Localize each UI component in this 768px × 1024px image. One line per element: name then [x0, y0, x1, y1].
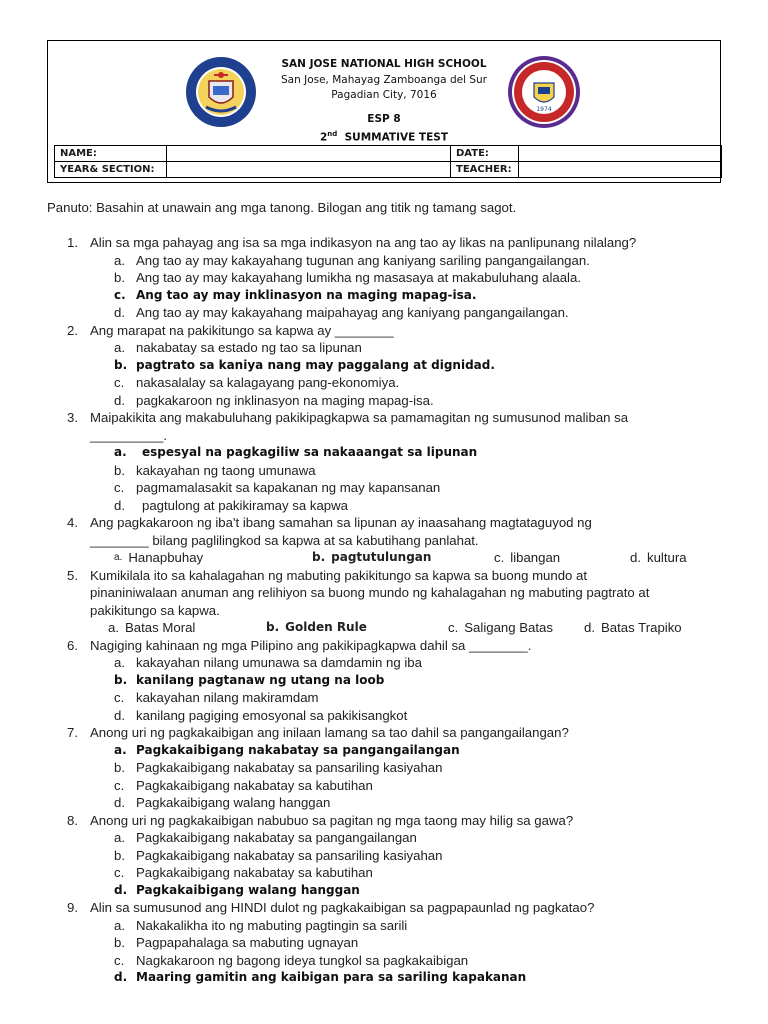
question-text-cont-2: pakikitungo sa kapwa.	[90, 602, 220, 618]
option-d[interactable]: d. Ang tao ay may kakayahang maipahayag ang kaniyang pangangailangan.	[114, 305, 569, 320]
question-text: Ang pagkakaroon ng iba't ibang samahan sa lipunan ay inaasahang magtataguyod ng	[90, 515, 592, 530]
option-a-correct[interactable]: a. Pagkakaibigang nakabatay sa pangangailangan	[114, 742, 460, 757]
option-a[interactable]: a. nakabatay sa estado ng tao sa lipunan	[114, 340, 362, 355]
option-a[interactable]: a. Pagkakaibigang nakabatay sa pangangailangan	[114, 830, 417, 845]
question-text: Kumikilala ito sa kahalagahan ng mabuting pakikitungo sa kapwa sa buong mundo at	[90, 567, 588, 583]
question-3	[67, 409, 757, 514]
subject: ESP 8	[367, 112, 401, 125]
question-6	[67, 637, 757, 725]
question-8	[67, 812, 757, 900]
question-number: 4.	[67, 515, 78, 530]
option-d-correct[interactable]: d. Maaring gamitin ang kaibigan para sa sariling kapakanan	[114, 970, 527, 984]
year-section-field[interactable]	[167, 162, 451, 178]
option-c[interactable]: c. pagmamalasakit sa kapakanan ng may kapansanan	[114, 480, 441, 495]
option-d[interactable]: d. pagkakaroon ng inklinasyon na maging mapag-isa.	[114, 392, 434, 408]
question-number: 7.	[67, 725, 78, 740]
question-number: 1.	[67, 235, 78, 250]
option-d[interactable]: d. kanilang pagiging emosyonal sa pakikisangkot	[114, 707, 408, 723]
year-section-label: YEAR& SECTION:	[55, 162, 167, 178]
question-1	[67, 234, 757, 322]
question-text-cont: pinaniniwalaan anuman ang relihiyon sa buong mundo ng kahalagahan ng mabuting pagtrato at	[90, 585, 650, 600]
question-number: 9.	[67, 900, 78, 915]
option-c[interactable]: c. Nagkakaroon ng bagong ideya tungkol sa pagkakaibigan	[114, 952, 469, 968]
option-c-correct[interactable]: c. Ang tao ay may inklinasyon na maging mapag-isa.	[114, 287, 477, 302]
option-c[interactable]: c. Saligang Batas	[448, 620, 553, 635]
option-c[interactable]: c. nakasalalay sa kalagayang pang-ekonomiya.	[114, 375, 400, 390]
test-header	[47, 40, 721, 183]
option-a[interactable]: a. Ang tao ay may kakayahang tugunan ang kaniyang sariling pangangailangan.	[114, 252, 590, 268]
question-5	[67, 567, 757, 637]
directions: Panuto: Basahin at unawain ang mga tanong. Bilogan ang titik ng tamang sagot.	[47, 200, 517, 215]
option-a[interactable]: a. Batas Moral	[108, 620, 196, 635]
question-text: Maipakikita ang makabuluhang pakikipagkapwa sa pamamagitan ng sumusunod maliban sa	[90, 410, 629, 425]
question-text: Alin sa mga pahayag ang isa sa mga indikasyon na ang tao ay likas na panlipunang nilalang?	[90, 235, 637, 250]
question-7	[67, 724, 757, 812]
option-b-correct[interactable]: b. kanilang pagtanaw ng utang na loob	[114, 672, 385, 687]
question-number: 5.	[67, 567, 78, 583]
option-d[interactable]: d. Pagkakaibigang walang hanggan	[114, 795, 331, 810]
option-b[interactable]: b. Pagkakaibigang nakabatay sa pansariling kasiyahan	[114, 760, 443, 775]
date-label: DATE:	[451, 146, 519, 162]
option-b-correct[interactable]: b. Golden Rule	[266, 620, 367, 634]
school-seal-icon	[507, 55, 581, 129]
question-text: Anong uri ng pagkakaibigan nabubuo sa pagitan ng mga taong may hilig sa gawa?	[90, 812, 574, 828]
option-c[interactable]: c. kakayahan nilang makiramdam	[114, 690, 319, 705]
option-b[interactable]: b. kakayahan ng taong umunawa	[114, 462, 316, 478]
question-text-cont: __________.	[90, 427, 168, 443]
test-title	[218, 127, 550, 146]
question-text-cont: ________ bilang paglilingkod sa kapwa at sa kabutihang panlahat.	[90, 532, 479, 548]
option-a[interactable]: a. Nakakalikha ito ng mabuting pagtingin sa sarili	[114, 917, 408, 933]
address-line-2: Pagadian City, 7016	[331, 89, 437, 101]
question-text: Ang marapat na pakikitungo sa kapwa ay ________	[90, 322, 394, 338]
option-c[interactable]: c. libangan	[494, 550, 561, 565]
option-d[interactable]: d. pagtulong at pakikiramay sa kapwa	[114, 497, 348, 513]
option-b-correct[interactable]: b. pagtutulungan	[312, 550, 432, 564]
question-4	[67, 514, 757, 567]
school-info	[218, 57, 550, 146]
option-a-correct[interactable]: a. espesyal na pagkagiliw sa nakaaangat sa lipunan	[114, 445, 478, 459]
name-label: NAME:	[55, 146, 167, 162]
option-b[interactable]: b. Pagpapahalaga sa mabuting ugnayan	[114, 935, 359, 950]
student-info-table	[54, 145, 722, 178]
school-name: SAN JOSE NATIONAL HIGH SCHOOL	[281, 58, 487, 70]
test-title-text: SUMMATIVE TEST	[344, 131, 448, 144]
question-text: Anong uri ng pagkakaibigan ang inilaan lamang sa tao dahil sa pangangailangan?	[90, 725, 569, 740]
option-a[interactable]: a. Hanapbuhay	[114, 550, 204, 565]
option-d[interactable]: d. Batas Trapiko	[584, 620, 682, 635]
question-2	[67, 322, 757, 410]
test-ordinal: 2	[319, 131, 328, 144]
option-d-correct[interactable]: d. Pagkakaibigang walang hanggan	[114, 882, 360, 897]
school-seal-year: 1974	[536, 106, 552, 113]
question-text: Alin sa sumusunod ang HINDI dulot ng pagkakaibigan sa pagpapaunlad ng pagkatao?	[90, 900, 595, 915]
teacher-label: TEACHER:	[451, 162, 519, 178]
name-field[interactable]	[167, 146, 451, 162]
question-list	[67, 234, 757, 987]
question-number: 6.	[67, 637, 78, 653]
option-c[interactable]: c. Pagkakaibigang nakabatay sa kabutihan	[114, 777, 373, 793]
teacher-field[interactable]	[519, 162, 722, 178]
test-ordinal-suffix: nd	[327, 130, 338, 138]
question-number: 8.	[67, 812, 78, 828]
option-b[interactable]: b. Pagkakaibigang nakabatay sa pansariling kasiyahan	[114, 847, 443, 863]
option-a[interactable]: a. kakayahan nilang umunawa sa damdamin ng iba	[114, 655, 422, 670]
question-text: Nagiging kahinaan ng mga Pilipino ang pakikipagkapwa dahil sa ________.	[90, 637, 532, 653]
option-b[interactable]: b. Ang tao ay may kakayahang lumikha ng masasaya at makabuluhang alaala.	[114, 270, 581, 285]
option-b-correct[interactable]: b. pagtrato sa kaniya nang may paggalang at dignidad.	[114, 357, 495, 372]
date-field[interactable]	[519, 146, 722, 162]
option-d[interactable]: d. kultura	[630, 550, 687, 565]
option-c[interactable]: c. Pagkakaibigang nakabatay sa kabutihan	[114, 865, 373, 880]
address-line-1: San Jose, Mahayag Zamboanga del Sur	[281, 73, 487, 86]
question-number: 2.	[67, 322, 78, 338]
question-9	[67, 899, 757, 987]
question-number: 3.	[67, 410, 78, 425]
